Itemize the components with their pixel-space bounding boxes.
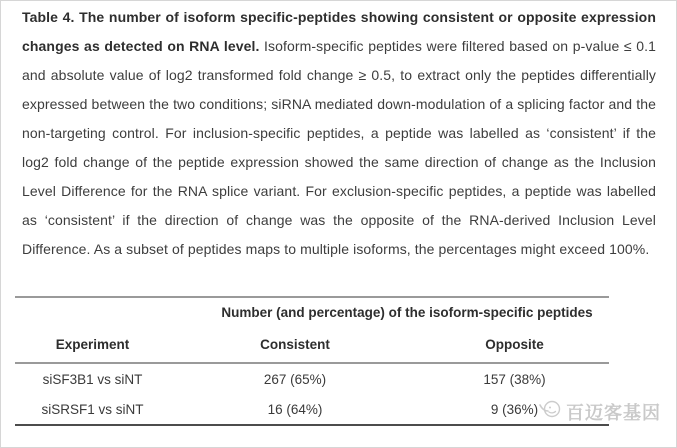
table-spanning-header: Number (and percentage) of the isoform-specific peptides [221, 304, 593, 320]
results-table [15, 296, 609, 426]
table-row [15, 394, 609, 424]
table-caption [22, 3, 656, 264]
table-row [15, 364, 609, 394]
cell-experiment: siSF3B1 vs siNT [42, 371, 143, 387]
table-caption-title: Table 4. The number of isoform specific-peptides showing consistent or opposite expression changes as detected on RNA level. [22, 9, 656, 54]
column-header-opposite: Opposite [485, 336, 544, 352]
table-rule-bottom [15, 424, 609, 426]
column-header-experiment: Experiment [55, 336, 130, 352]
watermark [537, 396, 661, 427]
table-caption-body: Isoform-specific peptides were filtered based on p-value ≤ 0.1 and absolute value of log2 transformed fold change ≥ 0.5, to extract only the peptides differentially expressed between the two conditions; siRNA mediated down-modulation of a splicing factor and the non-targeting control. For inclusion-specific peptides, a peptide was labelled as ‘consistent’ if the log2 fold change of the peptide expression showed the same direction of change as the Inclusion Level Difference for the RNA splice variant. For exclusion-specific peptides, a peptide was labelled as ‘consistent’ if the direction of change was the opposite of the RNA-derived Inclusion Level Difference. As a subset of peptides maps to multiple isoforms, the percentages might exceed 100%. [22, 38, 656, 257]
watermark-text: 百迈客基因 [566, 402, 661, 423]
cell-experiment: siSRSF1 vs siNT [41, 401, 144, 417]
column-header-consistent: Consistent [260, 336, 330, 352]
cell-consistent: 267 (65%) [263, 371, 327, 387]
cell-opposite: 157 (38%) [483, 371, 546, 387]
table-header-row [15, 326, 609, 362]
bmk-logo-icon [537, 396, 563, 427]
cell-consistent: 16 (64%) [267, 401, 323, 417]
cell-opposite: 9 (36%) [490, 401, 539, 417]
